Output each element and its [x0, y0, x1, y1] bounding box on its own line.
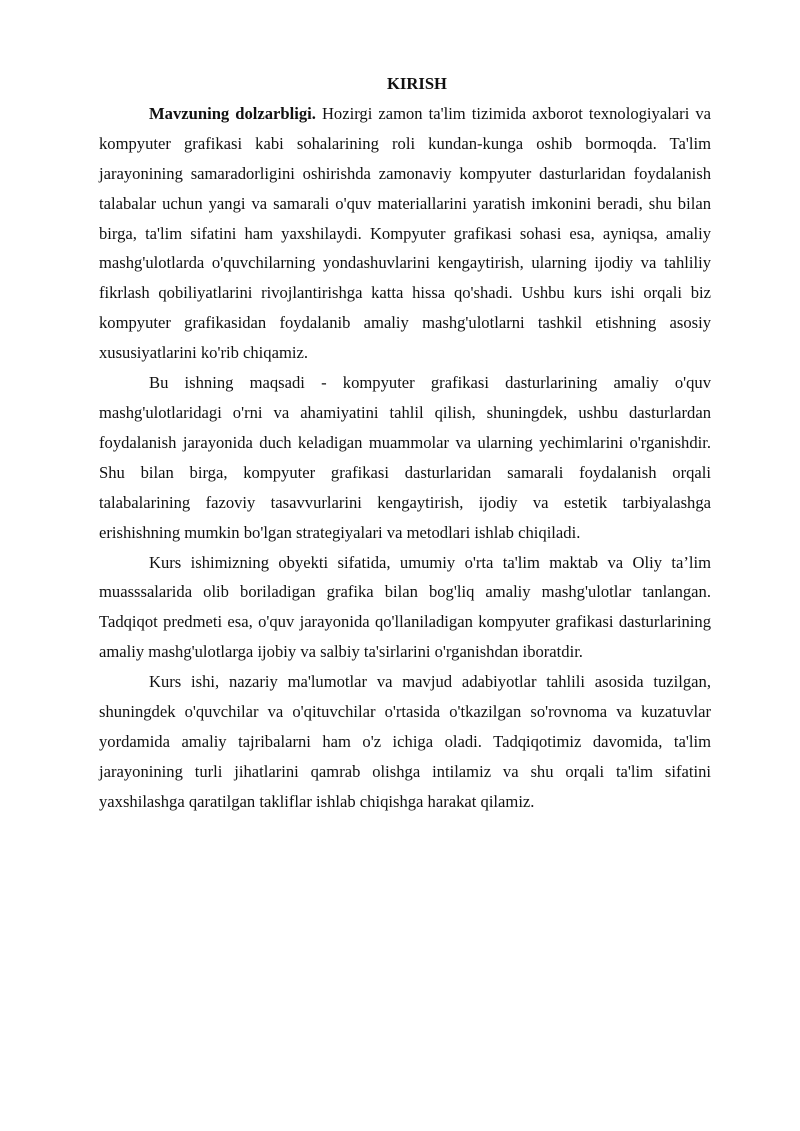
intro-lead: Mavzuning dolzarbligi. — [149, 103, 316, 123]
paragraph-object: Kurs ishimizning obyekti sifatida, umumiy o'rta ta'lim maktab va Oliy ta’lim muasssalarida olib boriladigan grafika bilan bog'liq amaliy mashg'ulotlar tanlangan. Tadqiqot predmeti esa, o'quv jarayonida qo'llaniladigan kompyuter grafikasi dasturlarining amaliy mashg'ulotlarga ijobiy va salbiy ta'sirlarini o'rganishdan iboratdir. — [99, 552, 711, 662]
intro-paragraph — [99, 99, 711, 368]
intro-text: Hozirgi zamon ta'lim tizimida axborot texnologiyalari va kompyuter grafikasi kabi sohalarining roli kundan-kunga oshib bormoqda. Ta'lim jarayonining samaradorligini oshirishda zamonaviy kompyuter dasturlaridan foydalanish talabalar uchun yangi va samarali o'quv materiallarini yaratish imkonini beradi, shu bilan birga, ta'lim sifatini ham yaxshilaydi. Kompyuter grafikasi sohasi esa, ayniqsa, amaliy mashg'ulotlarda o'quvchilarning yondashuvlarini kengaytirish, ularning ijodiy va tahliliy fikrlash qobiliyatlarini rivojlantirishga katta hissa qo'shadi. Ushbu kurs ishi orqali biz kompyuter grafikasidan foydalanib amaliy mashg'ulotlarni tashkil etishning asosiy xususiyatlarini ko'rib chiqamiz. — [99, 103, 712, 363]
paragraph-goal: Bu ishning maqsadi - kompyuter grafikasi dasturlarining amaliy o'quv mashg'ulotlaridagi o'rni va ahamiyatini tahlil qilish, shuningdek, ushbu dasturlardan foydalanish jarayonida duch keladigan muammolar va ularning yechimlarini o'rganishdir. Shu bilan birga, kompyuter grafikasi dasturlaridan samarali foydalanish orqali talabalarining fazoviy tasavvurlarini kengaytirish, ijodiy va estetik tarbiyalashga erishishning mumkin bo'lgan strategiyalari va metodlari ishlab chiqiladi. — [99, 373, 711, 542]
page-title: KIRISH — [387, 74, 447, 93]
paragraph-structure: Kurs ishi, nazariy ma'lumotlar va mavjud adabiyotlar tahlili asosida tuzilgan, shuningdek o'quvchilar va o'qituvchilar o'rtasida o'tkazilgan so'rovnoma va kuzatuvlar yordamida amaliy tajribalarni ham o'z ichiga oladi. Tadqiqotimiz davomida, ta'lim jarayonining turli jihatlarini qamrab olishga intilamiz va shu orqali ta'lim sifatini yaxshilashga qaratilgan takliflar ishlab chiqishga harakat qilamiz. — [99, 672, 711, 811]
document-body — [99, 69, 711, 817]
